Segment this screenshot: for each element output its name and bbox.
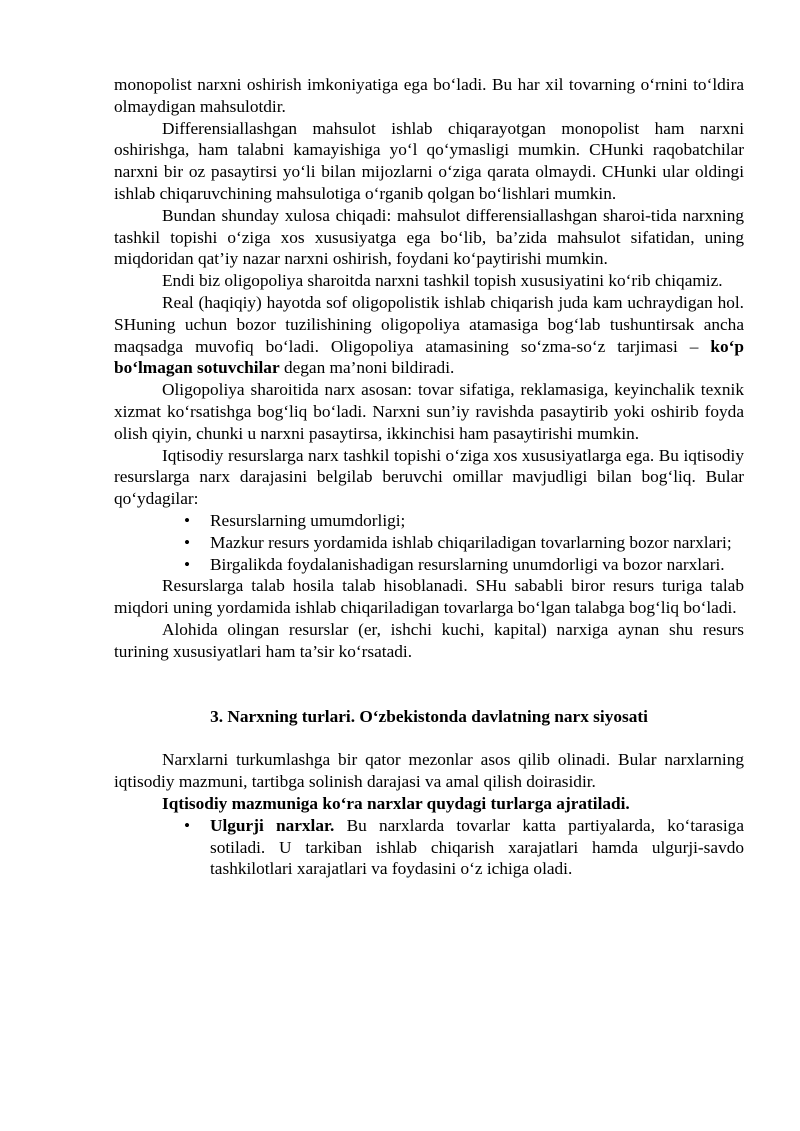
list-item xyxy=(184,532,744,554)
paragraph: Resurslarga talab hosila talab hisoblanadi. SHu sababli biror resurs turiga talab miqdori uning yordamida ishlab chiqariladigan tovarlarga bo‘lgan talabga bog‘liq bo‘ladi. xyxy=(114,576,744,618)
paragraph-text: degan ma’noni bildiradi. xyxy=(279,358,455,378)
bullet-list xyxy=(114,510,744,575)
list-item-text: Resurslarning umumdorligi; xyxy=(210,510,406,530)
paragraph: Endi biz oligopoliya sharoitda narxni tashkil topish xususiyatini ko‘rib chiqamiz. xyxy=(162,271,723,291)
list-item-text: Birgalikda foydalanishadigan resurslarning unumdorligi va bozor narxlari. xyxy=(210,554,725,574)
paragraph: monopolist narxni oshirish imkoniyatiga ega bo‘ladi. Bu har xil tovarning o‘rnini to‘ldira olmaydigan mahsulotdir. xyxy=(114,75,744,116)
list-item-text: Bu narxlarda tovarlar katta partiyalarda, ko‘tarasiga sotiladi. U tarkiban ishlab chiqarish xarajatlari hamda ulgurji-savdo tashkilotlari xarajatlari va foydasini o‘z ichiga oladi. xyxy=(210,815,744,879)
paragraph: Bundan shunday xulosa chiqadi: mahsulot differensiallashgan sharoi-tida narxning tashkil topishi o‘ziga xos xususiyatga ega bo‘lib, ba’zida mahsulot sifatidan, uning miqdoridan qat’iy nazar narxni oshirish, foydani ko‘paytirishi mumkin. xyxy=(114,205,744,269)
paragraph-text: Real (haqiqiy) hayotda sof oligopolistik ishlab chiqarish juda kam uchraydigan hol. SHuning uchun bozor tuzilishining oligopoliya atamasiga bog‘lab tushuntirsak ancha maqsadga muvofiq bo‘ladi. Oligopoliya atamasining so‘zma-so‘z tarjimasi – xyxy=(114,292,744,356)
bullet-icon: • xyxy=(184,554,191,574)
list-item xyxy=(184,510,744,532)
bullet-list xyxy=(114,815,744,880)
bullet-icon: • xyxy=(184,815,191,835)
list-item xyxy=(184,554,744,576)
bullet-icon: • xyxy=(184,510,191,530)
list-item-text: Mazkur resurs yordamida ishlab chiqariladigan tovarlarning bozor narxlari; xyxy=(210,532,732,552)
paragraph xyxy=(114,292,744,379)
paragraph: Alohida olingan resurslar (er, ishchi kuchi, kapital) narxiga aynan shu resurs turining xususiyatlari ham ta’sir ko‘rsatadi. xyxy=(114,619,744,661)
bold-term: Ulgurji narxlar. xyxy=(210,815,335,835)
paragraph: Oligopoliya sharoitida narx asosan: tovar sifatiga, reklamasiga, keyinchalik texnik xizmat ko‘rsatishga bog‘liq bo‘ladi. Narxni sun’iy ravishda pasaytirib yoki oshirib foyda olish qiyin, chunki u narxni pasaytirsa, ikkinchisi ham pasaytirishi mumkin. xyxy=(114,380,744,443)
bold-term: ko‘p bo‘lmagan sotuvchilar xyxy=(114,336,744,378)
subheading: Iqtisodiy mazmuniga ko‘ra narxlar quydagi turlarga ajratiladi. xyxy=(162,793,630,813)
list-item xyxy=(184,815,744,880)
paragraph: Iqtisodiy resurslarga narx tashkil topishi o‘ziga xos xususiyatlarga ega. Bu iqtisodiy resurslarga narx darajasini belgilab beruvchi omillar mavjudligi bilan bog‘liq. Bular qo‘ydagilar: xyxy=(114,445,744,509)
paragraph: Differensiallashgan mahsulot ishlab chiqarayotgan monopolist ham narxni oshirishga, ham talabni kamayishiga yo‘l qo‘ymasligi mumkin. CHunki raqobatchilar narxni bir oz pasaytirsi yo‘li bilan mijozlarni o‘ziga qarata olmaydi. CHunki ular oldingi ishlab chiqaruvchining mahsulotiga o‘rganib qolgan bo‘lishlari mumkin. xyxy=(114,118,744,203)
bullet-icon: • xyxy=(184,532,191,552)
paragraph: Narxlarni turkumlashga bir qator mezonlar asos qilib olinadi. Bular narxlarning iqtisodiy mazmuni, tartibga solinish darajasi va amal qilish doirasidir. xyxy=(114,750,744,792)
section-heading: 3. Narxning turlari. O‘zbekistonda davlatning narx siyosati xyxy=(210,706,648,726)
